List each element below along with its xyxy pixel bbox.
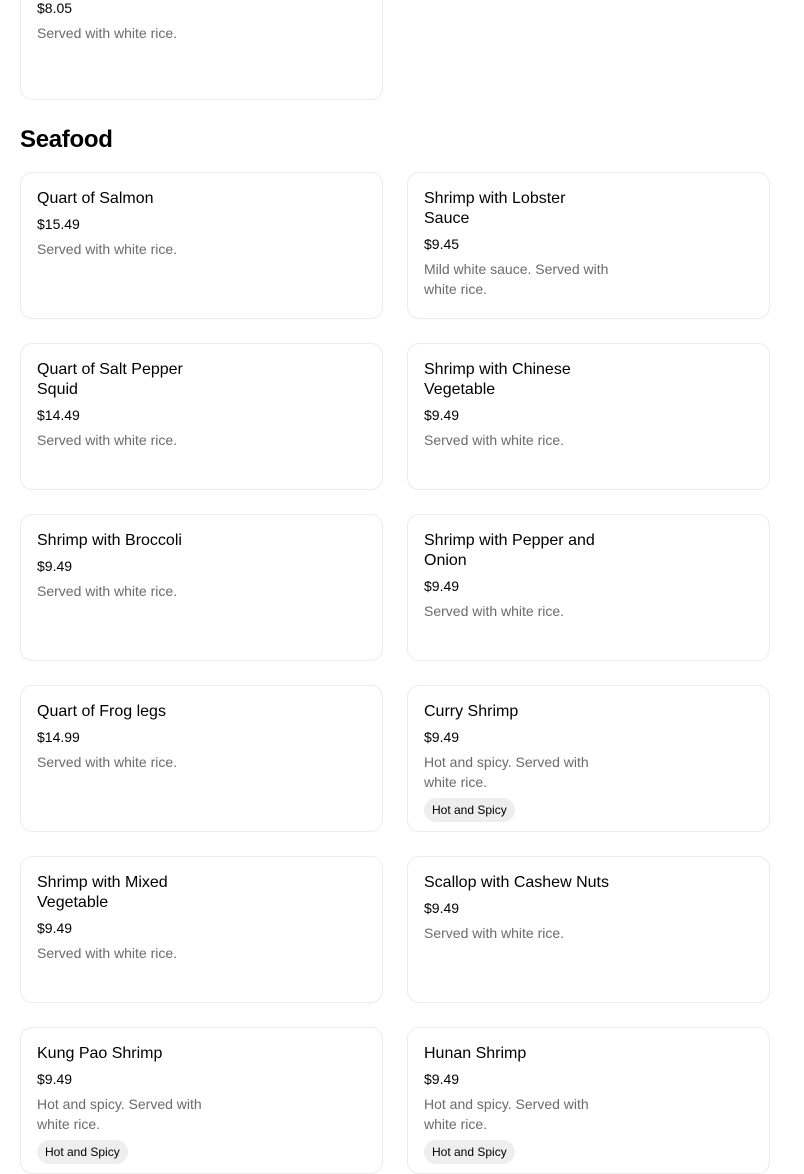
menu-item-card[interactable] [407, 514, 770, 661]
menu-item-card[interactable] [407, 685, 770, 832]
item-name: Shrimp with Chinese Vegetable [424, 361, 571, 398]
hot-and-spicy-badge: Hot and Spicy [424, 798, 515, 822]
item-price: $9.49 [37, 558, 73, 574]
item-description: Mild white sauce. Served with white rice. [424, 261, 609, 297]
menu-item-body [424, 702, 610, 822]
hot-and-spicy-badge: Hot and Spicy [424, 1140, 515, 1164]
item-name: Quart of Frog legs [37, 703, 166, 720]
item-description: Hot and spicy. Served with white rice. [424, 754, 589, 790]
menu-item-card[interactable] [407, 343, 770, 490]
item-price: $14.49 [37, 407, 80, 423]
item-name: Quart of Salt Pepper Squid [37, 361, 183, 398]
menu-item-body [424, 360, 610, 450]
menu-item-card[interactable] [20, 0, 383, 100]
menu-item-body [37, 873, 223, 963]
item-price: $9.49 [37, 920, 73, 936]
item-description: Served with white rice. [424, 925, 565, 941]
item-name: Hunan Shrimp [424, 1045, 527, 1062]
item-price: $9.49 [424, 407, 460, 423]
section-title: Seafood [20, 126, 113, 153]
item-name: Curry Shrimp [424, 703, 519, 720]
item-name: Shrimp with Broccoli [37, 532, 182, 549]
menu-item-body [37, 360, 223, 450]
menu-item-body [37, 189, 223, 259]
menu-item-body [37, 1044, 223, 1164]
item-name: Shrimp with Mixed Vegetable [37, 874, 168, 911]
item-description: Served with white rice. [37, 754, 178, 770]
menu-item-body [424, 189, 610, 299]
item-price: $9.49 [37, 1071, 73, 1087]
item-name: Scallop with Cashew Nuts [424, 874, 609, 891]
item-name: Kung Pao Shrimp [37, 1045, 163, 1062]
item-price: $8.05 [37, 0, 73, 16]
item-description: Served with white rice. [37, 945, 178, 961]
menu-item-card[interactable] [20, 856, 383, 1003]
menu-item-card[interactable] [20, 172, 383, 319]
menu-item-body [424, 531, 610, 621]
menu-item-card[interactable] [407, 172, 770, 319]
menu-item-body [424, 873, 610, 943]
menu-item-card[interactable] [20, 514, 383, 661]
item-name: Shrimp with Pepper and Onion [424, 532, 595, 569]
item-description: Served with white rice. [37, 432, 178, 448]
menu-item-card[interactable] [20, 685, 383, 832]
menu-item-card[interactable] [20, 343, 383, 490]
item-price: $9.49 [424, 1071, 460, 1087]
item-price: $9.49 [424, 900, 460, 916]
item-price: $9.49 [424, 729, 460, 745]
item-price: $9.45 [424, 236, 460, 252]
item-description: Served with white rice. [424, 603, 565, 619]
menu-item-body [37, 702, 223, 772]
menu-item-card[interactable] [20, 1027, 383, 1174]
item-price: $15.49 [37, 216, 80, 232]
hot-and-spicy-badge: Hot and Spicy [37, 1140, 128, 1164]
menu-item-card[interactable] [407, 1027, 770, 1174]
item-description: Served with white rice. [37, 583, 178, 599]
item-description: Served with white rice. [37, 25, 178, 41]
menu-item-body [424, 1044, 610, 1164]
item-price: $14.99 [37, 729, 80, 745]
item-description: Served with white rice. [424, 432, 565, 448]
menu-item-body [37, 0, 223, 43]
menu-item-body [37, 531, 223, 601]
item-description: Served with white rice. [37, 241, 178, 257]
menu-item-card[interactable] [407, 856, 770, 1003]
item-price: $9.49 [424, 578, 460, 594]
item-description: Hot and spicy. Served with white rice. [37, 1096, 202, 1132]
item-description: Hot and spicy. Served with white rice. [424, 1096, 589, 1132]
item-name: Shrimp with Lobster Sauce [424, 190, 566, 227]
item-name: Quart of Salmon [37, 190, 154, 207]
